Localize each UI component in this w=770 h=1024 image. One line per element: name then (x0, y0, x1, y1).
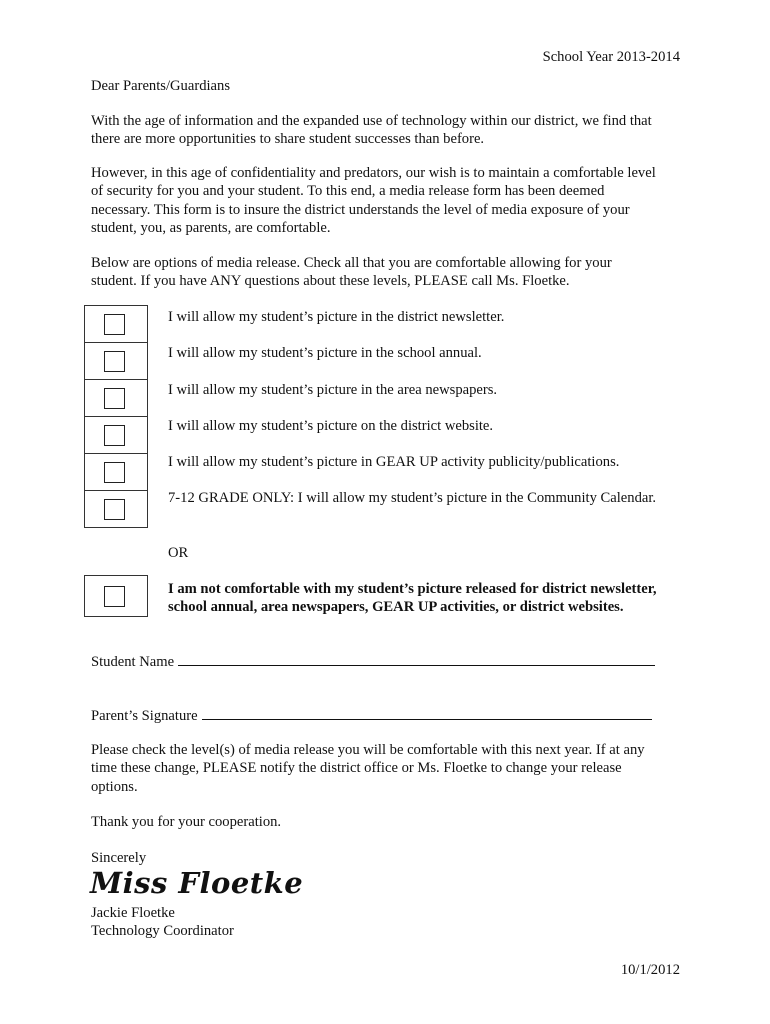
paragraph-renewal (91, 741, 645, 796)
paragraph-line: of security for you and your student. To this end, a media release form has been deemed (91, 183, 605, 200)
paragraph-line: student, you, as parents, are comfortable. (91, 219, 331, 236)
student-name-line[interactable] (178, 652, 655, 666)
option-checkbox-newspapers[interactable] (104, 388, 125, 409)
school-year: School Year 2013-2014 (542, 49, 680, 65)
checkbox-cell (85, 576, 147, 616)
closing: Sincerely (91, 850, 147, 866)
opt-out-line: I am not comfortable with my student’s picture released for district newsletter, (168, 581, 657, 597)
option-label: I will allow my student’s picture in the school annual. (168, 345, 482, 361)
opt-out-statement (168, 580, 657, 617)
option-checkbox-community-calendar[interactable] (104, 499, 125, 520)
checkbox-cell (85, 417, 147, 454)
paragraph-security (91, 164, 656, 237)
checkbox-column (84, 305, 148, 528)
paragraph-options-intro (91, 254, 612, 291)
paragraph-line: With the age of information and the expanded use of technology within our district, we find that (91, 113, 652, 129)
student-name-label: Student Name (91, 654, 175, 670)
salutation: Dear Parents/Guardians (91, 78, 230, 94)
parent-signature-line[interactable] (202, 706, 652, 720)
footer-date: 10/1/2012 (620, 962, 680, 978)
thanks-line: Thank you for your cooperation. (91, 814, 282, 830)
signer-title: Technology Coordinator (91, 923, 234, 939)
checkbox-cell (85, 380, 147, 417)
option-label: I will allow my student’s picture in the area newspapers. (168, 382, 498, 398)
paragraph-line: options. (91, 778, 138, 795)
parent-signature-field (91, 706, 652, 725)
opt-out-checkbox[interactable] (104, 586, 125, 607)
paragraph-line: time these change, PLEASE notify the district office or Ms. Floetke to change your release (91, 760, 622, 777)
paragraph-intro (91, 112, 652, 149)
student-name-field (91, 652, 655, 671)
opt-out-line: school annual, area newspapers, GEAR UP activities, or district websites. (168, 599, 624, 616)
signer-name: Jackie Floetke (91, 905, 175, 921)
option-checkbox-newsletter[interactable] (104, 314, 125, 335)
paragraph-line: However, in this age of confidentiality and predators, our wish is to maintain a comfortable level (91, 165, 656, 181)
checkbox-cell (85, 454, 147, 491)
option-checkbox-website[interactable] (104, 425, 125, 446)
checkbox-cell (85, 491, 147, 527)
paragraph-line: there are more opportunities to share student successes than before. (91, 131, 485, 148)
option-label: I will allow my student’s picture in GEAR UP activity publicity/publications. (168, 454, 620, 470)
signature: Miss Floetke (90, 866, 304, 900)
option-label: I will allow my student’s picture in the district newsletter. (168, 309, 505, 325)
paragraph-line: student. If you have ANY questions about these levels, PLEASE call Ms. Floetke. (91, 273, 570, 290)
option-label: I will allow my student’s picture on the district website. (168, 418, 494, 434)
paragraph-line: Below are options of media release. Check all that you are comfortable allowing for your (91, 255, 612, 271)
checkbox-cell (85, 343, 147, 380)
option-checkbox-annual[interactable] (104, 351, 125, 372)
or-label: OR (168, 545, 189, 561)
option-label: 7-12 GRADE ONLY: I will allow my student’s picture in the Community Calendar. (168, 490, 657, 506)
parent-signature-label: Parent’s Signature (91, 708, 198, 724)
checkbox-cell (85, 306, 147, 343)
opt-out-checkbox-box (84, 575, 148, 617)
paragraph-line: Please check the level(s) of media release you will be comfortable with this next year. If at any (91, 742, 645, 758)
paragraph-line: necessary. This form is to insure the district understands the level of media exposure of your (91, 201, 630, 218)
option-checkbox-gear-up[interactable] (104, 462, 125, 483)
